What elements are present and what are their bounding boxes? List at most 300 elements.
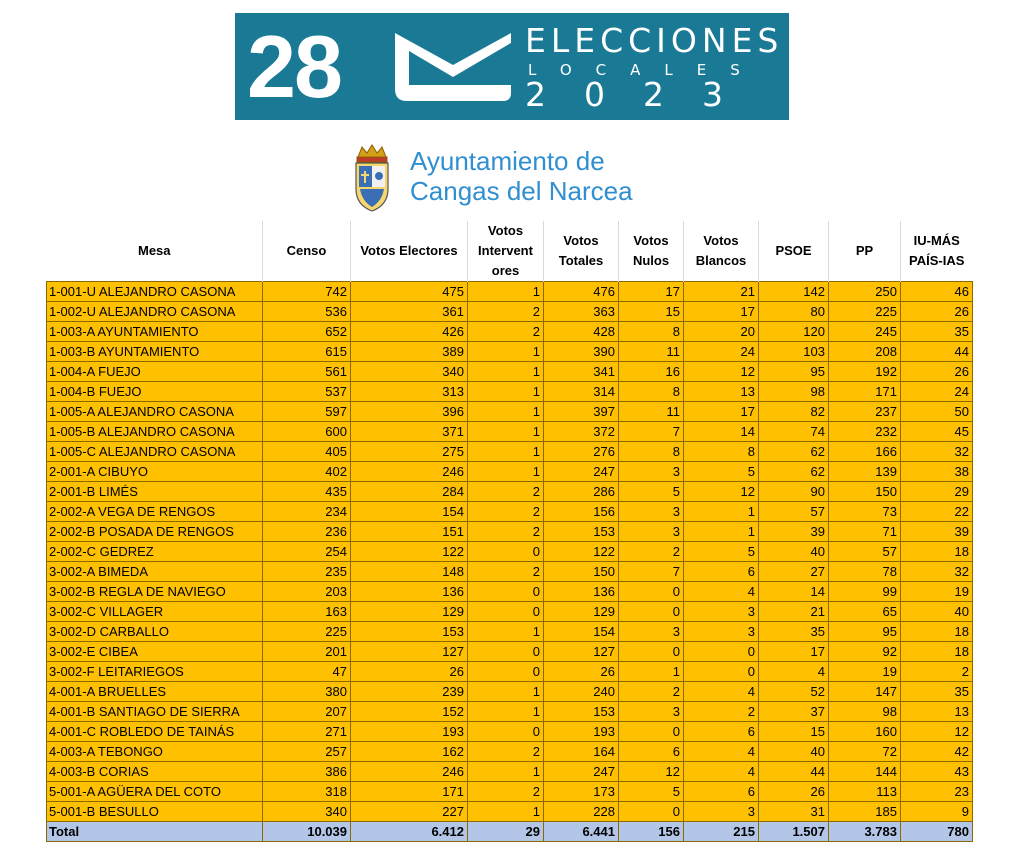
cell-votos-totales: 247 (544, 462, 619, 482)
cell-votos-electores: 340 (351, 362, 468, 382)
table-total-row (47, 822, 973, 842)
cell-censo: 271 (263, 722, 351, 742)
cell-pp: 144 (829, 762, 901, 782)
header-votos-totales: Votos Totales (544, 221, 619, 282)
total-cell-pp: 3.783 (829, 822, 901, 842)
cell-votos-interventores: 2 (468, 502, 544, 522)
cell-iu: 26 (901, 302, 973, 322)
cell-psoe: 103 (759, 342, 829, 362)
cell-mesa: 3-002-A BIMEDA (47, 562, 263, 582)
cell-iu: 46 (901, 282, 973, 302)
cell-psoe: 82 (759, 402, 829, 422)
banner-line2: LOCALES (528, 61, 764, 79)
banner-number: 28 (247, 17, 341, 116)
cell-votos-interventores: 1 (468, 362, 544, 382)
cell-censo: 47 (263, 662, 351, 682)
cell-votos-blancos: 4 (684, 582, 759, 602)
cell-iu: 32 (901, 562, 973, 582)
cell-mesa: 2-002-B POSADA DE RENGOS (47, 522, 263, 542)
table-row (47, 462, 973, 482)
cell-votos-blancos: 0 (684, 662, 759, 682)
cell-votos-interventores: 2 (468, 482, 544, 502)
cell-votos-interventores: 1 (468, 682, 544, 702)
cell-psoe: 37 (759, 702, 829, 722)
cell-votos-blancos: 12 (684, 482, 759, 502)
cell-censo: 234 (263, 502, 351, 522)
cell-mesa: 2-001-A CIBUYO (47, 462, 263, 482)
cell-votos-electores: 246 (351, 462, 468, 482)
cell-votos-totales: 314 (544, 382, 619, 402)
cell-votos-interventores: 1 (468, 442, 544, 462)
cell-votos-electores: 389 (351, 342, 468, 362)
cell-votos-totales: 372 (544, 422, 619, 442)
table-row (47, 642, 973, 662)
cell-votos-totales: 156 (544, 502, 619, 522)
cell-votos-electores: 129 (351, 602, 468, 622)
cell-psoe: 57 (759, 502, 829, 522)
cell-votos-interventores: 1 (468, 422, 544, 442)
total-cell-psoe: 1.507 (759, 822, 829, 842)
banner-line1: ELECCIONES (525, 21, 784, 60)
cell-votos-totales: 240 (544, 682, 619, 702)
cell-censo: 254 (263, 542, 351, 562)
cell-iu: 18 (901, 542, 973, 562)
cell-votos-nulos: 2 (619, 682, 684, 702)
cell-mesa: 2-001-B LIMÉS (47, 482, 263, 502)
cell-votos-blancos: 1 (684, 502, 759, 522)
cell-censo: 742 (263, 282, 351, 302)
cell-votos-nulos: 3 (619, 622, 684, 642)
cell-votos-nulos: 15 (619, 302, 684, 322)
cell-votos-electores: 122 (351, 542, 468, 562)
cell-iu: 19 (901, 582, 973, 602)
cell-psoe: 80 (759, 302, 829, 322)
cell-votos-nulos: 8 (619, 442, 684, 462)
table-row (47, 502, 973, 522)
cell-pp: 160 (829, 722, 901, 742)
cell-iu: 40 (901, 602, 973, 622)
cell-psoe: 44 (759, 762, 829, 782)
cell-mesa: 3-002-B REGLA DE NAVIEGO (47, 582, 263, 602)
cell-votos-totales: 397 (544, 402, 619, 422)
cell-psoe: 95 (759, 362, 829, 382)
cell-pp: 245 (829, 322, 901, 342)
table-row (47, 562, 973, 582)
cell-pp: 95 (829, 622, 901, 642)
cell-psoe: 120 (759, 322, 829, 342)
cell-iu: 22 (901, 502, 973, 522)
cell-votos-nulos: 7 (619, 422, 684, 442)
cell-censo: 225 (263, 622, 351, 642)
cell-votos-electores: 396 (351, 402, 468, 422)
cell-censo: 600 (263, 422, 351, 442)
table-row (47, 702, 973, 722)
cell-censo: 405 (263, 442, 351, 462)
cell-votos-blancos: 12 (684, 362, 759, 382)
cell-pp: 92 (829, 642, 901, 662)
cell-votos-nulos: 0 (619, 582, 684, 602)
cell-psoe: 62 (759, 462, 829, 482)
cell-votos-totales: 276 (544, 442, 619, 462)
cell-votos-nulos: 16 (619, 362, 684, 382)
cell-votos-nulos: 0 (619, 642, 684, 662)
table-row (47, 422, 973, 442)
cell-votos-nulos: 11 (619, 342, 684, 362)
cell-votos-totales: 122 (544, 542, 619, 562)
cell-votos-electores: 475 (351, 282, 468, 302)
cell-iu: 18 (901, 622, 973, 642)
cell-pp: 98 (829, 702, 901, 722)
cell-pp: 139 (829, 462, 901, 482)
cell-censo: 536 (263, 302, 351, 322)
cell-censo: 207 (263, 702, 351, 722)
cell-iu: 44 (901, 342, 973, 362)
cell-censo: 537 (263, 382, 351, 402)
cell-votos-nulos: 8 (619, 322, 684, 342)
cell-iu: 39 (901, 522, 973, 542)
cell-censo: 435 (263, 482, 351, 502)
cell-iu: 26 (901, 362, 973, 382)
table-row (47, 282, 973, 302)
cell-censo: 386 (263, 762, 351, 782)
cell-censo: 318 (263, 782, 351, 802)
cell-votos-totales: 428 (544, 322, 619, 342)
cell-censo: 235 (263, 562, 351, 582)
cell-censo: 203 (263, 582, 351, 602)
cell-votos-blancos: 0 (684, 642, 759, 662)
cell-votos-interventores: 1 (468, 382, 544, 402)
cell-mesa: 4-001-A BRUELLES (47, 682, 263, 702)
cell-mesa: 2-002-C GEDREZ (47, 542, 263, 562)
cell-votos-electores: 313 (351, 382, 468, 402)
cell-pp: 171 (829, 382, 901, 402)
cell-votos-interventores: 1 (468, 702, 544, 722)
cell-votos-blancos: 4 (684, 682, 759, 702)
cell-psoe: 35 (759, 622, 829, 642)
cell-votos-interventores: 0 (468, 642, 544, 662)
cell-votos-blancos: 20 (684, 322, 759, 342)
total-cell-votos-blancos: 215 (684, 822, 759, 842)
cell-votos-electores: 227 (351, 802, 468, 822)
table-row (47, 522, 973, 542)
cell-votos-blancos: 1 (684, 522, 759, 542)
table-row (47, 662, 973, 682)
cell-pp: 225 (829, 302, 901, 322)
cell-censo: 402 (263, 462, 351, 482)
cell-votos-totales: 153 (544, 702, 619, 722)
cell-mesa: 2-002-A VEGA DE RENGOS (47, 502, 263, 522)
table-row (47, 302, 973, 322)
cell-mesa: 3-002-C VILLAGER (47, 602, 263, 622)
cell-votos-blancos: 6 (684, 722, 759, 742)
cell-pp: 113 (829, 782, 901, 802)
cell-mesa: 5-001-B BESULLO (47, 802, 263, 822)
cell-mesa: 1-005-C ALEJANDRO CASONA (47, 442, 263, 462)
cell-censo: 201 (263, 642, 351, 662)
cell-psoe: 14 (759, 582, 829, 602)
cell-votos-blancos: 21 (684, 282, 759, 302)
cell-votos-interventores: 0 (468, 602, 544, 622)
cell-mesa: 3-002-D CARBALLO (47, 622, 263, 642)
cell-psoe: 31 (759, 802, 829, 822)
cell-votos-electores: 239 (351, 682, 468, 702)
header-mesa: Mesa (47, 221, 263, 282)
cell-votos-totales: 153 (544, 522, 619, 542)
cell-mesa: 4-001-C ROBLEDO DE TAINÁS (47, 722, 263, 742)
cell-votos-nulos: 5 (619, 482, 684, 502)
table-row (47, 782, 973, 802)
cell-censo: 561 (263, 362, 351, 382)
cell-votos-electores: 426 (351, 322, 468, 342)
cell-iu: 35 (901, 682, 973, 702)
cell-pp: 208 (829, 342, 901, 362)
cell-votos-electores: 151 (351, 522, 468, 542)
cell-mesa: 4-003-B CORIAS (47, 762, 263, 782)
cell-votos-blancos: 4 (684, 742, 759, 762)
cell-psoe: 39 (759, 522, 829, 542)
cell-votos-blancos: 6 (684, 782, 759, 802)
cell-psoe: 98 (759, 382, 829, 402)
cell-votos-electores: 154 (351, 502, 468, 522)
cell-psoe: 27 (759, 562, 829, 582)
cell-votos-electores: 284 (351, 482, 468, 502)
cell-votos-totales: 247 (544, 762, 619, 782)
cell-votos-totales: 390 (544, 342, 619, 362)
cell-mesa: 1-003-B AYUNTAMIENTO (47, 342, 263, 362)
table-body (47, 282, 973, 842)
cell-votos-interventores: 2 (468, 562, 544, 582)
cell-mesa: 1-005-B ALEJANDRO CASONA (47, 422, 263, 442)
cell-votos-interventores: 1 (468, 462, 544, 482)
cell-votos-blancos: 5 (684, 462, 759, 482)
envelope-icon (387, 27, 517, 107)
cell-votos-interventores: 2 (468, 742, 544, 762)
cell-iu: 23 (901, 782, 973, 802)
cell-psoe: 62 (759, 442, 829, 462)
cell-votos-blancos: 4 (684, 762, 759, 782)
cell-iu: 45 (901, 422, 973, 442)
cell-pp: 185 (829, 802, 901, 822)
cell-votos-interventores: 2 (468, 302, 544, 322)
cell-votos-electores: 26 (351, 662, 468, 682)
cell-iu: 9 (901, 802, 973, 822)
total-cell-censo: 10.039 (263, 822, 351, 842)
total-cell-votos-nulos: 156 (619, 822, 684, 842)
cell-iu: 13 (901, 702, 973, 722)
cell-psoe: 4 (759, 662, 829, 682)
cell-iu: 42 (901, 742, 973, 762)
cell-votos-blancos: 3 (684, 622, 759, 642)
cell-pp: 250 (829, 282, 901, 302)
table-row (47, 762, 973, 782)
cell-votos-blancos: 13 (684, 382, 759, 402)
cell-votos-electores: 371 (351, 422, 468, 442)
header-votos-blancos: Votos Blancos (684, 221, 759, 282)
cell-pp: 19 (829, 662, 901, 682)
cell-mesa: 1-001-U ALEJANDRO CASONA (47, 282, 263, 302)
cell-iu: 29 (901, 482, 973, 502)
cell-psoe: 26 (759, 782, 829, 802)
cell-iu: 12 (901, 722, 973, 742)
cell-pp: 147 (829, 682, 901, 702)
cell-votos-totales: 129 (544, 602, 619, 622)
cell-votos-interventores: 1 (468, 342, 544, 362)
results-table (46, 221, 973, 842)
cell-votos-nulos: 6 (619, 742, 684, 762)
cell-mesa: 1-004-B FUEJO (47, 382, 263, 402)
cell-censo: 236 (263, 522, 351, 542)
cell-votos-nulos: 0 (619, 722, 684, 742)
cell-votos-nulos: 12 (619, 762, 684, 782)
cell-votos-electores: 127 (351, 642, 468, 662)
cell-psoe: 90 (759, 482, 829, 502)
cell-votos-nulos: 11 (619, 402, 684, 422)
cell-pp: 192 (829, 362, 901, 382)
cell-votos-totales: 363 (544, 302, 619, 322)
table-row (47, 742, 973, 762)
cell-votos-interventores: 2 (468, 782, 544, 802)
cell-votos-nulos: 3 (619, 702, 684, 722)
cell-psoe: 15 (759, 722, 829, 742)
table-row (47, 542, 973, 562)
cell-psoe: 52 (759, 682, 829, 702)
cell-pp: 71 (829, 522, 901, 542)
cell-votos-electores: 153 (351, 622, 468, 642)
cell-votos-interventores: 1 (468, 282, 544, 302)
cell-votos-blancos: 17 (684, 302, 759, 322)
cell-votos-interventores: 2 (468, 322, 544, 342)
cell-pp: 78 (829, 562, 901, 582)
total-cell-votos-electores: 6.412 (351, 822, 468, 842)
cell-iu: 24 (901, 382, 973, 402)
cell-psoe: 21 (759, 602, 829, 622)
cell-iu: 38 (901, 462, 973, 482)
cell-iu: 50 (901, 402, 973, 422)
table-header-row (47, 221, 973, 282)
cell-votos-totales: 341 (544, 362, 619, 382)
cell-votos-nulos: 17 (619, 282, 684, 302)
cell-iu: 43 (901, 762, 973, 782)
cell-mesa: 1-002-U ALEJANDRO CASONA (47, 302, 263, 322)
cell-votos-electores: 136 (351, 582, 468, 602)
cell-censo: 163 (263, 602, 351, 622)
cell-psoe: 74 (759, 422, 829, 442)
cell-psoe: 17 (759, 642, 829, 662)
cell-censo: 257 (263, 742, 351, 762)
cell-votos-totales: 127 (544, 642, 619, 662)
cell-censo: 597 (263, 402, 351, 422)
cell-votos-totales: 193 (544, 722, 619, 742)
cell-censo: 340 (263, 802, 351, 822)
cell-votos-totales: 476 (544, 282, 619, 302)
cell-votos-interventores: 1 (468, 402, 544, 422)
table-row (47, 582, 973, 602)
table-row (47, 682, 973, 702)
header-iu: IU-MÁS PAÍS-IAS (901, 221, 973, 282)
cell-mesa: 1-003-A AYUNTAMIENTO (47, 322, 263, 342)
cell-votos-totales: 136 (544, 582, 619, 602)
table-row (47, 802, 973, 822)
cell-votos-interventores: 0 (468, 662, 544, 682)
cell-votos-electores: 275 (351, 442, 468, 462)
table-row (47, 622, 973, 642)
cell-iu: 18 (901, 642, 973, 662)
table-row (47, 342, 973, 362)
header-votos-nulos: Votos Nulos (619, 221, 684, 282)
table-row (47, 722, 973, 742)
cell-pp: 150 (829, 482, 901, 502)
cell-censo: 652 (263, 322, 351, 342)
table-row (47, 322, 973, 342)
total-cell-iu: 780 (901, 822, 973, 842)
cell-pp: 57 (829, 542, 901, 562)
cell-pp: 99 (829, 582, 901, 602)
cell-votos-nulos: 3 (619, 462, 684, 482)
header-psoe: PSOE (759, 221, 829, 282)
table-row (47, 362, 973, 382)
cell-mesa: 3-002-F LEITARIEGOS (47, 662, 263, 682)
cell-votos-nulos: 3 (619, 502, 684, 522)
cell-votos-electores: 162 (351, 742, 468, 762)
header-censo: Censo (263, 221, 351, 282)
cell-psoe: 40 (759, 542, 829, 562)
council-line1: Ayuntamiento de (410, 146, 605, 176)
cell-votos-electores: 361 (351, 302, 468, 322)
cell-votos-blancos: 2 (684, 702, 759, 722)
cell-pp: 237 (829, 402, 901, 422)
banner-line3: 2023 (525, 75, 761, 114)
cell-pp: 232 (829, 422, 901, 442)
cell-votos-interventores: 1 (468, 802, 544, 822)
cell-psoe: 142 (759, 282, 829, 302)
cell-votos-electores: 193 (351, 722, 468, 742)
cell-mesa: 5-001-A AGÜERA DEL COTO (47, 782, 263, 802)
table-row (47, 602, 973, 622)
table-row (47, 442, 973, 462)
cell-votos-nulos: 5 (619, 782, 684, 802)
header-pp: PP (829, 221, 901, 282)
cell-votos-nulos: 0 (619, 802, 684, 822)
cell-pp: 166 (829, 442, 901, 462)
cell-psoe: 40 (759, 742, 829, 762)
cell-votos-interventores: 2 (468, 522, 544, 542)
cell-votos-totales: 26 (544, 662, 619, 682)
cell-votos-interventores: 1 (468, 762, 544, 782)
cell-votos-interventores: 0 (468, 582, 544, 602)
table-row (47, 402, 973, 422)
cell-votos-blancos: 14 (684, 422, 759, 442)
cell-votos-nulos: 1 (619, 662, 684, 682)
cell-votos-blancos: 6 (684, 562, 759, 582)
cell-censo: 380 (263, 682, 351, 702)
cell-pp: 73 (829, 502, 901, 522)
cell-votos-blancos: 5 (684, 542, 759, 562)
cell-votos-electores: 152 (351, 702, 468, 722)
cell-votos-nulos: 8 (619, 382, 684, 402)
cell-votos-totales: 154 (544, 622, 619, 642)
header-votos-electores: Votos Electores (351, 221, 468, 282)
cell-mesa: 1-004-A FUEJO (47, 362, 263, 382)
council-line2: Cangas del Narcea (410, 176, 633, 206)
cell-votos-electores: 171 (351, 782, 468, 802)
cell-votos-blancos: 24 (684, 342, 759, 362)
cell-votos-nulos: 3 (619, 522, 684, 542)
cell-votos-totales: 164 (544, 742, 619, 762)
cell-votos-totales: 286 (544, 482, 619, 502)
table-row (47, 382, 973, 402)
council-name (410, 146, 633, 206)
cell-votos-interventores: 1 (468, 622, 544, 642)
